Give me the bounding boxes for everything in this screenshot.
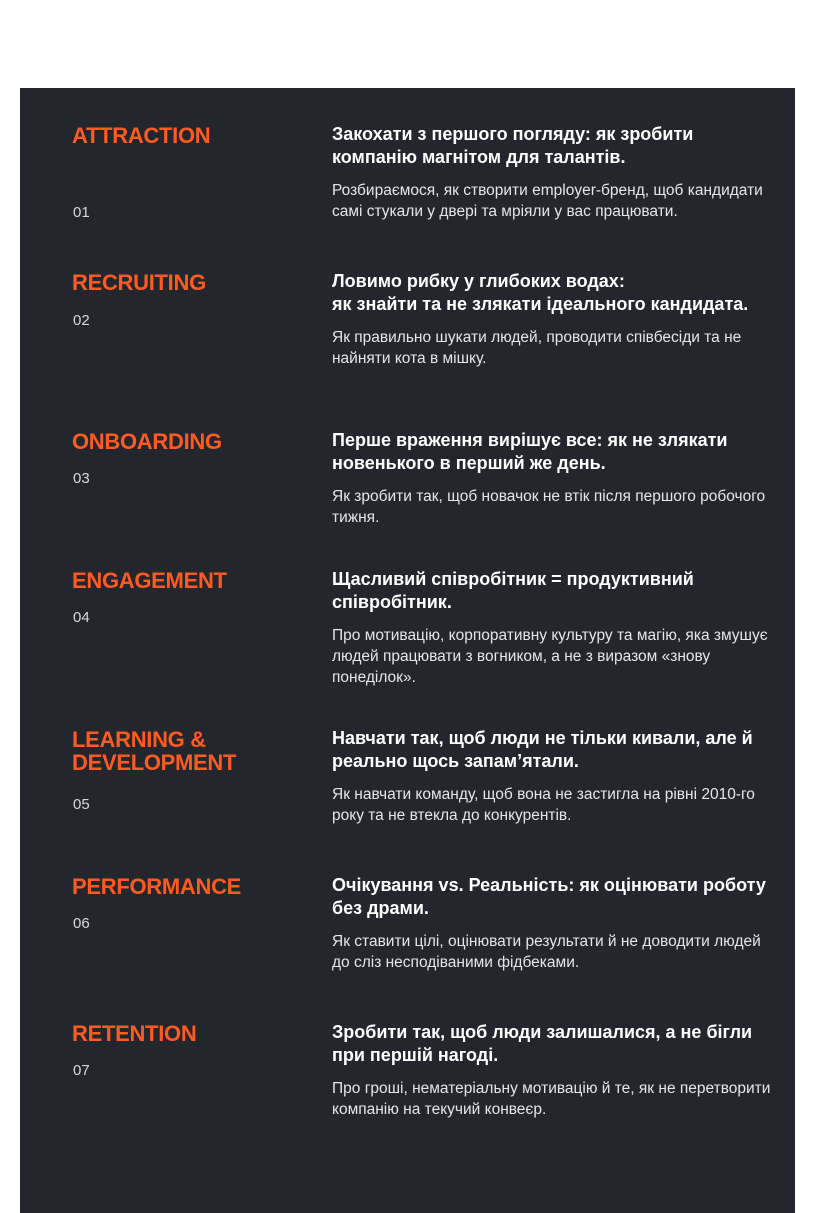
- section-number: 04: [73, 609, 90, 626]
- section-number: 05: [73, 796, 90, 813]
- content-panel: [20, 88, 795, 1213]
- section-content: [332, 568, 772, 688]
- section-title: Закохати з першого погляду: як зробити компанію магнітом для талантів.: [332, 124, 694, 167]
- section-category: ONBOARDING: [72, 429, 222, 454]
- section-title: Очікування vs. Реальність: як оцінювати роботу без драми.: [332, 875, 766, 918]
- section-content: [332, 874, 772, 973]
- section-category: RECRUITING: [72, 270, 206, 295]
- section-title: Зробити так, щоб люди залишалися, а не бігли при першій нагоді.: [332, 1022, 753, 1065]
- section-category: ENGAGEMENT: [72, 568, 227, 593]
- section-title: Навчати так, щоб люди не тільки кивали, але й реально щось запам’ятали.: [332, 728, 753, 771]
- section-content: [332, 1021, 772, 1120]
- section-category: PERFORMANCE: [72, 874, 242, 899]
- section-content: [332, 270, 772, 369]
- section-description: Як ставити цілі, оцінювати результати й не доводити людей до сліз несподіваними фідбеками.: [332, 933, 761, 971]
- section-description: Як правильно шукати людей, проводити співбесіди та не найняти кота в мішку.: [332, 329, 742, 367]
- section-title: Щасливий співробітник = продуктивний співробітник.: [332, 569, 694, 612]
- section-description: Як навчати команду, щоб вона не застигла на рівні 2010-го року та не втекла до конкурентів.: [332, 786, 755, 824]
- section-number: 03: [73, 470, 90, 487]
- section-number: 01: [73, 204, 90, 221]
- section-content: [332, 727, 772, 826]
- section-description: Про гроші, нематеріальну мотивацію й те, як не перетворити компанію на текучий конвеєр.: [332, 1080, 771, 1118]
- section-number: 07: [73, 1062, 90, 1079]
- section-content: [332, 123, 772, 222]
- section-category: ATTRACTION: [72, 123, 211, 148]
- section-description: Про мотивацію, корпоративну культуру та магію, яка змушує людей працювати з вогником, а не з виразом «знову понеділок».: [332, 627, 768, 686]
- section-description: Розбираємося, як створити employer-бренд, щоб кандидати самі стукали у двері та мріяли у вас працювати.: [332, 182, 763, 220]
- section-number: 06: [73, 915, 90, 932]
- section-description: Як зробити так, щоб новачок не втік після першого робочого тижня.: [332, 488, 766, 526]
- section-category: LEARNING & DEVELOPMENT: [72, 727, 237, 775]
- section-content: [332, 429, 772, 528]
- section-category: RETENTION: [72, 1021, 197, 1046]
- section-title: Перше враження вирішує все: як не злякати новенького в перший же день.: [332, 430, 728, 473]
- section-title: Ловимо рибку у глибоких водах: як знайти та не злякати ідеального кандидата.: [332, 271, 749, 314]
- section-number: 02: [73, 312, 90, 329]
